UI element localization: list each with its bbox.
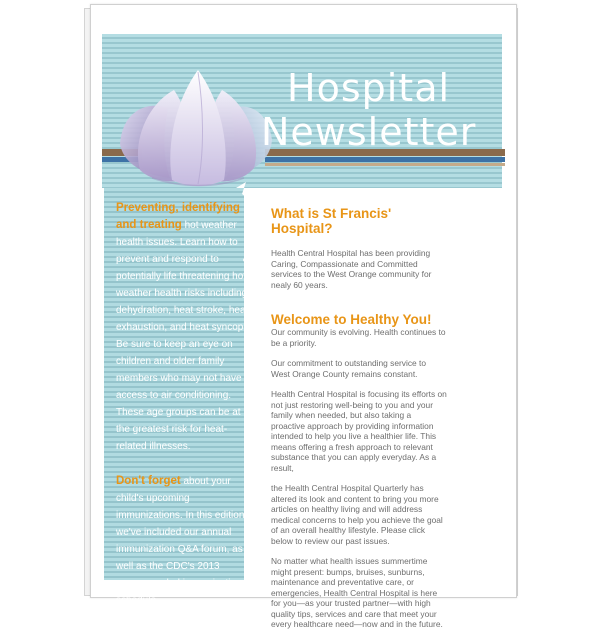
header-band-blue <box>265 157 505 162</box>
main-column <box>271 206 447 640</box>
welcome-paragraph-4: the Health Central Hospital Quarterly has altered its look and content to bring you more articles on healthy living and will address medical concerns to help you achieve the goal of an overall healthy lifestyle. Please click below to review our past issues. <box>271 483 443 546</box>
newsletter-title-line2: Newsletter <box>261 110 477 154</box>
section-heading-welcome: Welcome to Healthy You! <box>271 312 432 327</box>
section-heading-about: What is St Francis' Hospital? <box>271 206 392 236</box>
welcome-paragraph-5: No matter what health issues summertime might present: bumps, bruises, sunburns, maintenance and preventative care, or emergencies, Health Central Hospital is here for you—as your trusted partner—with high quality tips, services and care that meet your every healthcare need—now and in the future. <box>271 556 443 629</box>
lotus-flower-image <box>112 60 282 190</box>
header-band-tan <box>265 163 505 166</box>
newsletter-title-line1: Hospital <box>287 66 451 110</box>
sidebar-column <box>116 200 254 627</box>
about-paragraph: Health Central Hospital has been providing Caring, Compassionate and Committed services to the West Orange community for nealy 60 years. <box>271 248 432 290</box>
sidebar-text-heat: hot weather health issues. Learn how to prevent and respond to potentially life threatening hot weather health risks including dehydration, heat stroke, heat exhaustion, and heat syncope. Be sure to keep an eye on children and older family members who may not have access to air conditioning. These age groups can be at the greatest risk for heat-related illnesses. <box>116 220 252 452</box>
sidebar-highlight-dont-forget: Don't forget <box>116 475 181 487</box>
sidebar-paragraph-heat <box>116 200 254 455</box>
sidebar-paragraph-immunization <box>116 473 254 609</box>
sidebar-text-immunization: about your child's upcoming immunizations. In this edition, we've included our annual immunization Q&A forum, as well as the CDC's 2013 recommended immunization schedule. <box>116 476 248 606</box>
sidebar-highlight-preventing: Preventing, identifying and treating <box>116 202 240 231</box>
welcome-paragraph-2: Our commitment to outstanding service to West Orange County remains constant. <box>271 358 427 379</box>
welcome-paragraph-1: Our community is evolving. Health continues to be a priority. <box>271 327 446 348</box>
welcome-paragraph-3: Health Central Hospital is focusing its efforts on not just restoring well-being to you and your family when needed, but also taking a proactive approach by providing information intended to help you live a healthier life. This means offering a fresh approach to relevant substance that you can apply everyday. As a result, <box>271 389 447 473</box>
